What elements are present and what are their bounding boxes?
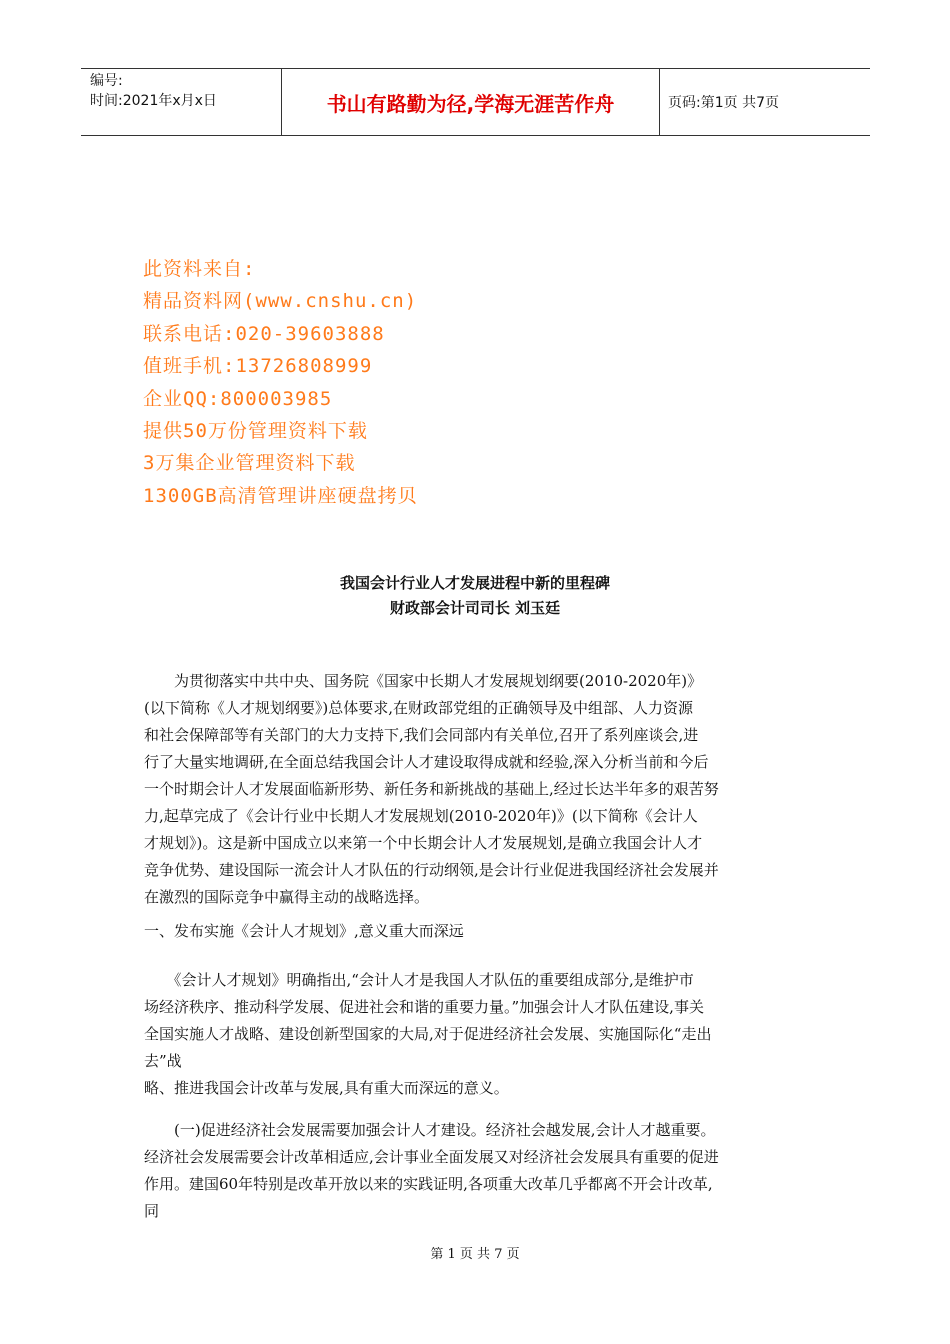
text-line: 经济社会发展需要会计改革相适应,会计事业全面发展又对经济社会发展具有重要的促进	[144, 1148, 719, 1166]
ad-line: 值班手机:13726808999	[143, 355, 373, 378]
header-meta	[81, 69, 282, 135]
article-title: 我国会计行业人才发展进程中新的里程碑	[339, 574, 610, 592]
text-line: 作用。建国60年特别是改革开放以来的实践证明,各项重大改革几乎都离不开会计改革,	[144, 1175, 713, 1193]
ad-line: 此资料来自:	[143, 258, 256, 280]
text-line: 全国实施人才战略、建设创新型国家的大局,对于促进经济社会发展、实施国际化“走出	[144, 1025, 712, 1043]
text-line: 场经济秩序、推动科学发展、促进社会和谐的重要力量。”加强会计人才队伍建设,事关	[144, 998, 704, 1016]
text-line: 在激烈的国际竞争中赢得主动的战略选择。	[144, 888, 430, 906]
ad-line: 企业QQ:800003985	[143, 387, 333, 410]
text-line: 为贯彻落实中共中央、国务院《国家中长期人才发展规划纲要(2010-2020年)》	[144, 672, 703, 690]
header-number: 编号:	[90, 73, 123, 89]
ad-line: 联系电话:020-39603888	[143, 322, 385, 345]
text-line: 力,起草完成了《会计行业中长期人才发展规划(2010-2020年)》(以下简称《会计人	[144, 807, 698, 825]
text-line: 才规划》)。这是新中国成立以来第一个中长期会计人才发展规划,是确立我国会计人才	[144, 834, 703, 852]
ad-line: 提供50万份管理资料下载	[143, 420, 368, 443]
text-line: (一)促进经济社会发展需要加强会计人才建设。经济社会越发展,会计人才越重要。	[144, 1121, 716, 1139]
header-page-number: 页码:第1页 共7页	[668, 95, 779, 111]
section-heading: 一、发布实施《会计人才规划》,意义重大而深远	[144, 922, 464, 940]
text-line: 和社会保障部等有关部门的大力支持下,我们会同部内有关单位,召开了系列座谈会,进	[144, 726, 699, 744]
text-line: 《会计人才规划》明确指出,“会计人才是我国人才队伍的重要组成部分,是维护市	[144, 971, 694, 989]
text-line: 竞争优势、建设国际一流会计人才队伍的行动纲领,是会计行业促进我国经济社会发展并	[144, 861, 719, 879]
section-paragraph	[144, 967, 820, 1102]
article-author: 财政部会计司司长 刘玉廷	[389, 599, 561, 617]
subsection-paragraph	[144, 1117, 820, 1225]
text-line: (以下简称《人才规划纲要》)总体要求,在财政部党组的正确领导及中组部、人力资源	[144, 699, 693, 717]
text-line: 略、推进我国会计改革与发展,具有重大而深远的意义。	[144, 1079, 509, 1097]
text-line: 行了大量实地调研,在全面总结我国会计人才建设取得成就和经验,深入分析当前和今后	[144, 753, 709, 771]
ad-line: 3万集企业管理资料下载	[143, 452, 356, 475]
ad-line: 1300GB高清管理讲座硬盘拷贝	[143, 484, 418, 507]
text-line: 去”战	[144, 1052, 182, 1070]
page-footer: 第 1 页 共 7 页	[430, 1247, 520, 1262]
ad-line: 精品资料网(www.cnshu.cn)	[143, 290, 418, 313]
text-line: 一个时期会计人才发展面临新形势、新任务和新挑战的基础上,经过长达半年多的艰苦努	[144, 780, 719, 798]
intro-paragraph	[144, 668, 820, 911]
header-motto: 书山有路勤为径,学海无涯苦作舟	[282, 69, 660, 135]
text-line: 同	[144, 1202, 160, 1220]
document-header	[81, 68, 870, 136]
header-time: 时间:2021年x月x日	[90, 93, 217, 109]
source-advertisement	[143, 253, 418, 512]
